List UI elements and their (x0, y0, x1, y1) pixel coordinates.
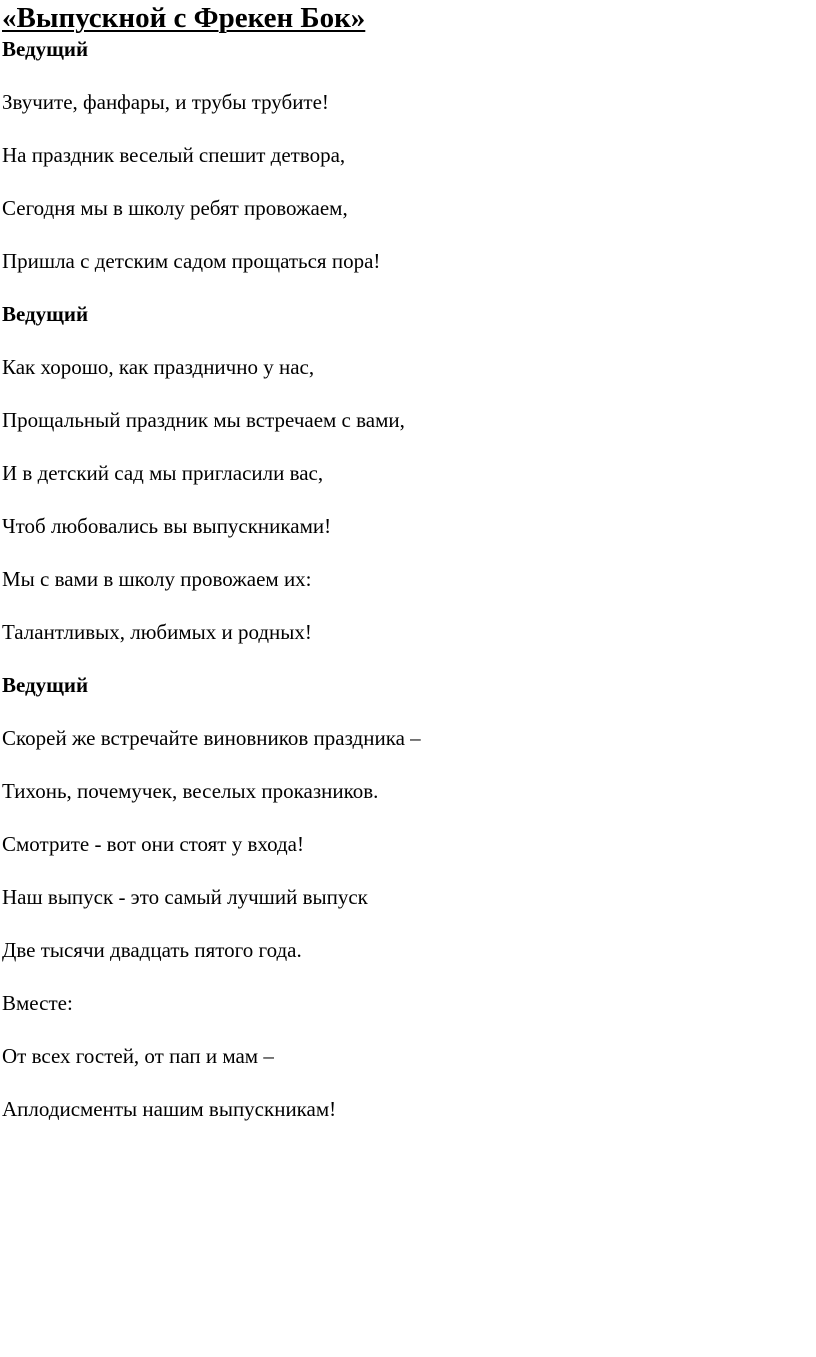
verse-line: От всех гостей, от пап и мам – (2, 1044, 274, 1068)
speaker-label: Ведущий (2, 302, 89, 326)
verse-line: Скорей же встречайте виновников праздника – (2, 726, 421, 750)
section-1 (2, 36, 816, 301)
verse-line: Прощальный праздник мы встречаем с вами, (2, 408, 405, 432)
section-3 (2, 672, 816, 1122)
section-2 (2, 301, 816, 672)
chorus-label: Вместе: (2, 991, 73, 1015)
verse-line: Аплодисменты нашим выпускникам! (2, 1097, 337, 1121)
verse-line: Смотрите - вот они стоят у входа! (2, 832, 304, 856)
verse-line: Талантливых, любимых и родных! (2, 620, 312, 644)
speaker-label: Ведущий (2, 37, 89, 61)
verse-line: На праздник веселый спешит детвора, (2, 143, 346, 167)
verse-line: Как хорошо, как празднично у нас, (2, 355, 315, 379)
verse-line: Сегодня мы в школу ребят провожаем, (2, 196, 348, 220)
verse-line: Две тысячи двадцать пятого года. (2, 938, 302, 962)
verse-line: Наш выпуск - это самый лучший выпуск (2, 885, 368, 909)
verse-line: Тихонь, почемучек, веселых проказников. (2, 779, 379, 803)
speaker-label: Ведущий (2, 673, 89, 697)
verse-line: Чтоб любовались вы выпускниками! (2, 514, 332, 538)
document-title: «Выпускной с Фрекен Бок» (2, 2, 366, 34)
verse-line: Звучите, фанфары, и трубы трубите! (2, 90, 329, 114)
verse-line: И в детский сад мы пригласили вас, (2, 461, 324, 485)
verse-line: Мы с вами в школу провожаем их: (2, 567, 312, 591)
verse-line: Пришла с детским садом прощаться пора! (2, 249, 381, 273)
